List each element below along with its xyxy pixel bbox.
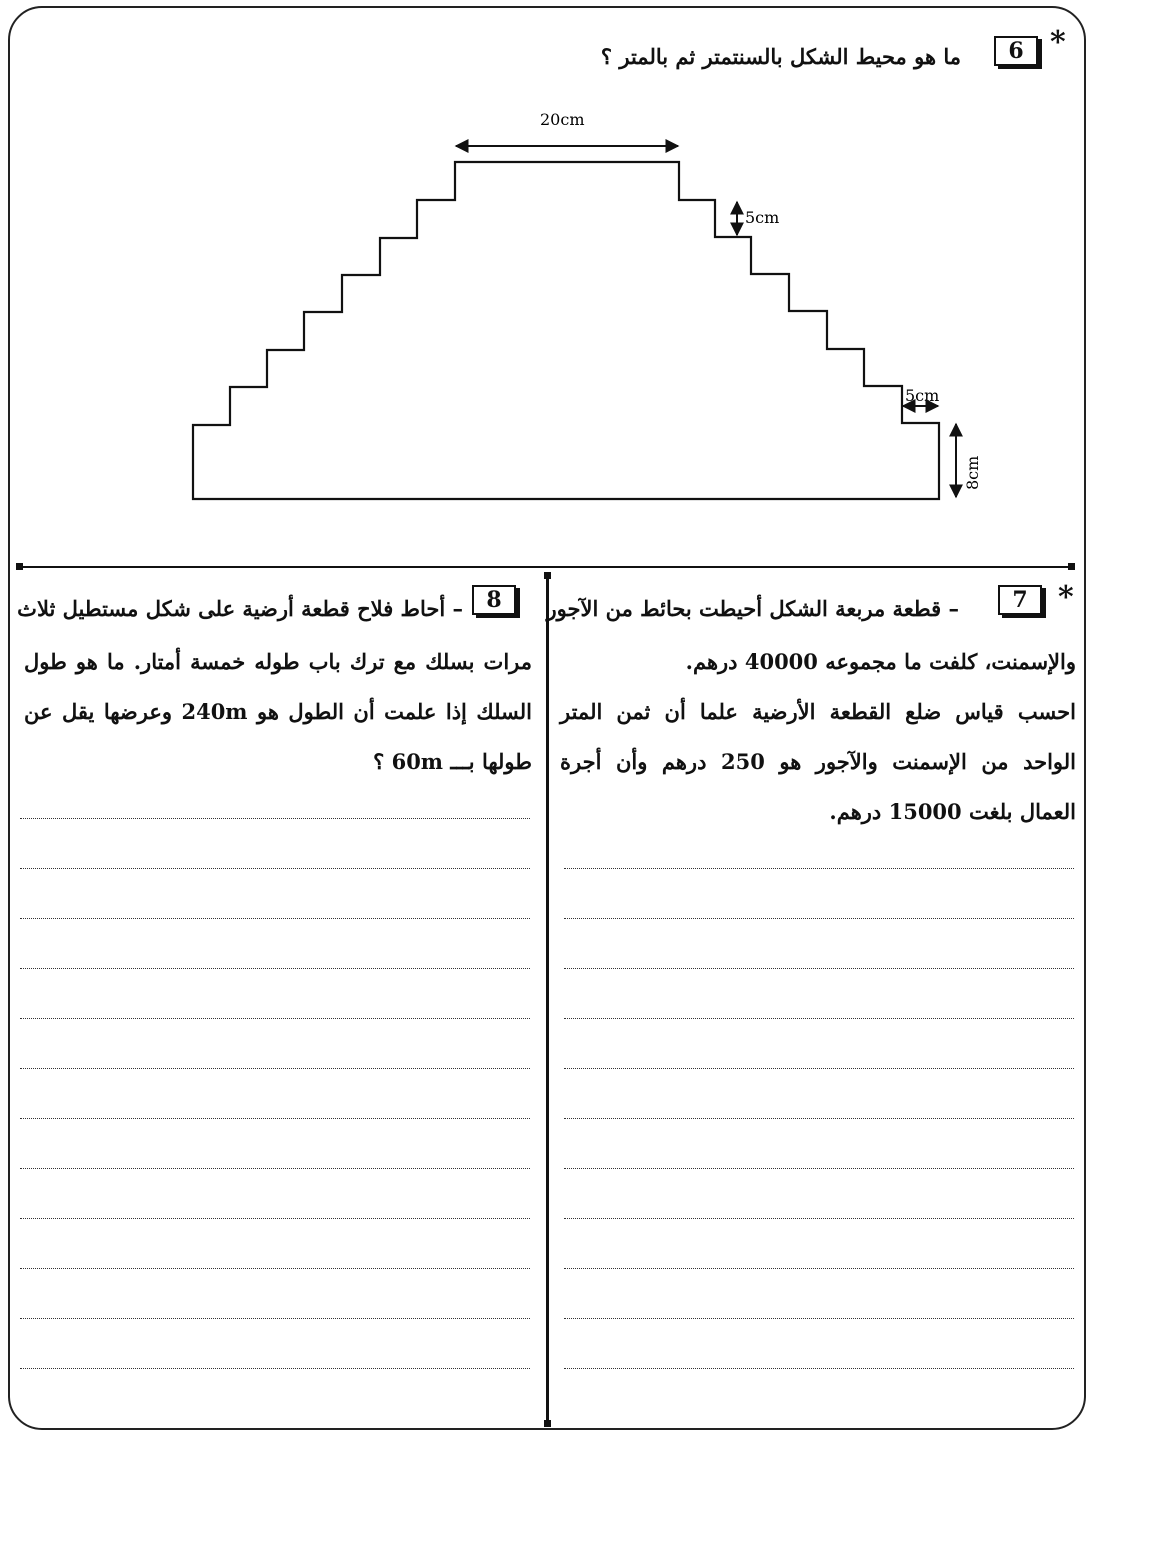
answer-line: [564, 1268, 1074, 1269]
q7-star: *: [1058, 580, 1074, 615]
q8-paragraph: مرات بسلك مع ترك باب طوله خمسة أمتار. ما هو طول السلك إذا علمت أن الطول هو 240m وعرضها يقل عن طولها بـــ 60m ؟: [24, 649, 532, 774]
answer-line: [564, 918, 1074, 919]
horizontal-separator: [20, 566, 1072, 568]
q8-number-box: 8: [472, 585, 516, 615]
top-width-label: 20cm: [540, 110, 585, 129]
answer-line: [564, 1118, 1074, 1119]
answer-line: [564, 1068, 1074, 1069]
q6-question-text: ما هو محيط الشكل بالسنتمتر ثم بالمتر ؟: [600, 44, 961, 69]
answer-line: [20, 1218, 530, 1219]
answer-line: [564, 1318, 1074, 1319]
q7-paragraph-1: والإسمنت، كلفت ما مجموعه 40000 درهم.: [685, 649, 1076, 674]
answer-line: [564, 1218, 1074, 1219]
staircase-outline: [193, 162, 939, 499]
staircase-figure: [0, 0, 1171, 560]
column-divider: [546, 576, 549, 1424]
answer-line: [564, 868, 1074, 869]
answer-line: [20, 968, 530, 969]
answer-line: [564, 968, 1074, 969]
q8-first-line: – أحاط فلاح قطعة أرضية على شكل مستطيل ثلاث: [17, 596, 463, 621]
answer-line: [564, 1168, 1074, 1169]
answer-line: [564, 1368, 1074, 1369]
answer-line: [20, 1168, 530, 1169]
base-height-label: 8cm: [963, 455, 982, 490]
answer-line: [20, 1068, 530, 1069]
answer-line: [20, 1318, 530, 1319]
separator-end-right: [1068, 563, 1075, 570]
answer-line: [20, 1368, 530, 1369]
answer-line: [20, 1268, 530, 1269]
answer-line: [564, 1018, 1074, 1019]
step-height-label: 5cm: [745, 208, 780, 227]
q7-paragraph-2: احسب قياس ضلع القطعة الأرضية علما أن ثمن المتر الواحد من الإسمنت والآجور هو 250 درهم وأن أجرة العمال بلغت 15000 درهم.: [560, 699, 1077, 824]
q7-first-line: – قطعة مربعة الشكل أحيطت بحائط من الآجور: [546, 596, 959, 621]
answer-line: [20, 918, 530, 919]
answer-line: [20, 1118, 530, 1119]
answer-line: [20, 818, 530, 819]
column-divider-bottom: [544, 1420, 551, 1427]
q6-number-box: 6: [994, 36, 1038, 66]
answer-line: [20, 868, 530, 869]
q6-star: *: [1050, 25, 1066, 60]
answer-line: [20, 1018, 530, 1019]
q7-paragraph: [560, 637, 1076, 837]
step-width-label: 5cm: [905, 386, 940, 405]
q7-number-box: 7: [998, 585, 1042, 615]
